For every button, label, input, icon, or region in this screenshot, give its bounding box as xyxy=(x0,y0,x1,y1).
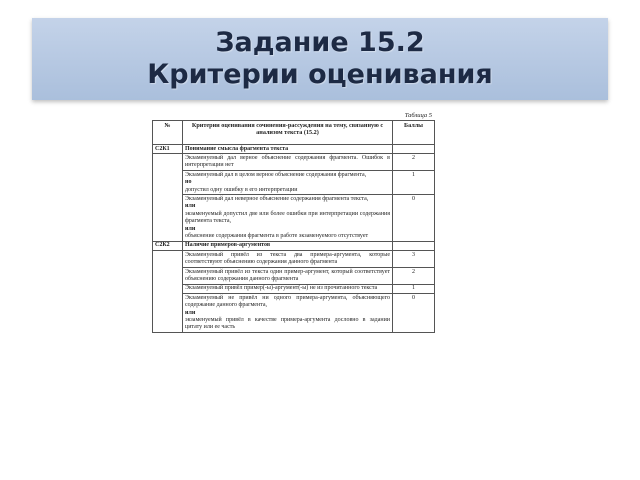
description-text: допустил одну ошибку в его интерпретации xyxy=(185,186,298,193)
header-number: № xyxy=(153,121,183,145)
table-row xyxy=(153,154,435,171)
description-text: экзаменуемый допустил две или более ошибки при интерпретации содержания фрагмента текста, xyxy=(185,210,390,225)
criterion-points-empty xyxy=(393,241,435,250)
slide-title: Задание 15.2 xyxy=(215,27,425,58)
description-text: экзаменуемый привёл в качестве примера-аргумента дословно в задании цитату или ее часть xyxy=(185,317,390,331)
header-points: Баллы xyxy=(393,121,435,145)
description-text: Экзаменуемый привёл пример(-ы)-аргумент(-ы) не из прочитанного текста xyxy=(185,285,378,292)
row-description xyxy=(183,284,393,293)
row-description xyxy=(183,195,393,241)
slide-subtitle: Критерии оценивания xyxy=(147,59,493,90)
row-description xyxy=(183,171,393,195)
table-caption: Таблица 5 xyxy=(404,112,432,119)
description-text: Экзаменуемый привёл из текста один пример-аргумент, который соответствует объяснению содержания данного фрагмента xyxy=(185,268,390,282)
description-text: Экзаменуемый привёл из текста два примера-аргумента, которые соответствуют объяснению содержания данного фрагмента xyxy=(185,251,390,266)
criterion-name: Понимание смысла фрагмента текста xyxy=(183,145,393,154)
description-text: Экзаменуемый не привёл ни одного примера-аргумента, объясняющего содержание данного фрагмента, xyxy=(185,294,390,309)
row-score: 0 xyxy=(393,294,435,333)
description-text: Экзаменуемый дал верное объяснение содержания фрагмента. Ошибок в интерпретации нет xyxy=(185,154,390,169)
conjunction-text: но xyxy=(185,179,192,186)
row-score: 2 xyxy=(393,268,435,285)
criterion-code: С2К2 xyxy=(153,241,183,250)
row-description xyxy=(183,268,393,285)
table-row xyxy=(153,195,435,241)
table-row xyxy=(153,251,435,268)
criterion-row xyxy=(153,145,435,154)
conjunction-text: или xyxy=(185,309,196,316)
row-score: 0 xyxy=(393,195,435,241)
row-score: 1 xyxy=(393,284,435,293)
row-score: 2 xyxy=(393,154,435,171)
criteria-table xyxy=(152,120,435,333)
row-description xyxy=(183,154,393,171)
code-spacer xyxy=(153,154,183,241)
row-score: 1 xyxy=(393,171,435,195)
table-row xyxy=(153,171,435,195)
criterion-code: С2К1 xyxy=(153,145,183,154)
criterion-points-empty xyxy=(393,145,435,154)
row-score: 3 xyxy=(393,251,435,268)
code-spacer xyxy=(153,251,183,333)
conjunction-text: или xyxy=(185,225,196,232)
row-description xyxy=(183,251,393,268)
description-text: Экзаменуемый дал неверное объяснение содержания фрагмента текста, xyxy=(185,195,369,202)
table-header-row xyxy=(153,121,435,145)
description-text: объяснение содержания фрагмента в работе экзаменуемого отсутствует xyxy=(185,232,369,239)
row-description xyxy=(183,294,393,333)
criteria-table-wrapper xyxy=(152,112,434,333)
table-row xyxy=(153,268,435,285)
table-row xyxy=(153,284,435,293)
header-criteria: Критерии оценивания сочинения-рассуждения на тему, связанную с анализом текста (15.2) xyxy=(183,121,393,145)
description-text: Экзаменуемый дал в целом верное объяснение содержания фрагмента, xyxy=(185,171,367,178)
slide-title-banner xyxy=(32,18,608,100)
criterion-name: Наличие примеров-аргументов xyxy=(183,241,393,250)
table-row xyxy=(153,294,435,333)
criterion-row xyxy=(153,241,435,250)
conjunction-text: или xyxy=(185,203,196,210)
